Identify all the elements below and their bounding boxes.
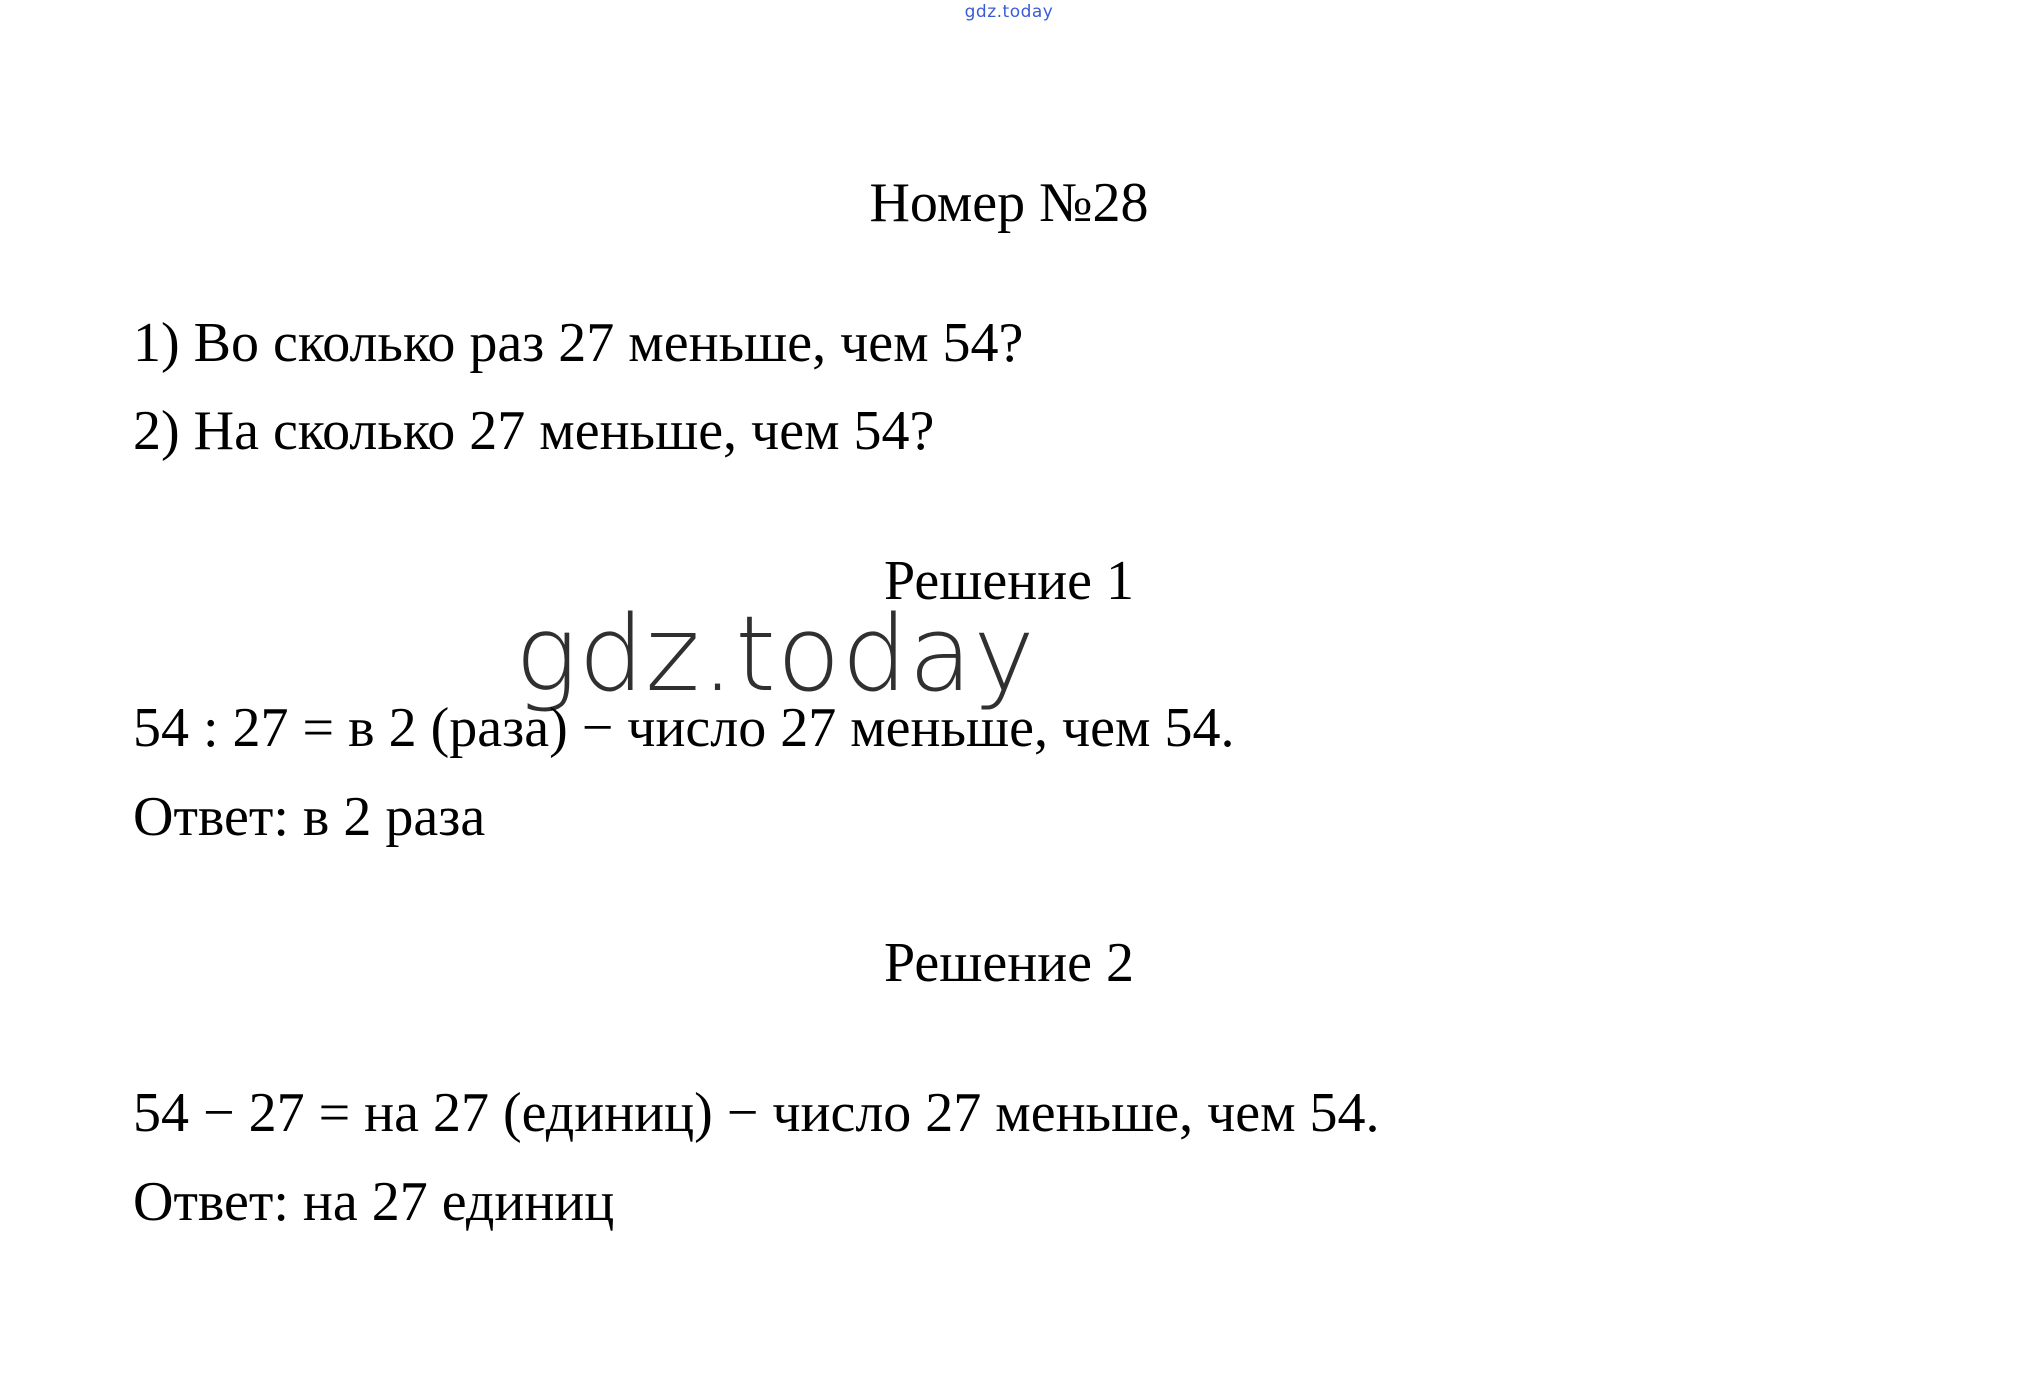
solution-1-line: 54 : 27 = в 2 (раза) − число 27 меньше, чем 54. [133,697,1235,759]
header-watermark: gdz.today [964,2,1054,22]
solution-2-title: Решение 2 [883,932,1135,994]
solution-2-line: 54 − 27 = на 27 (единиц) − число 27 меньше, чем 54. [133,1082,1380,1144]
page-title: Номер №28 [869,172,1149,234]
center-watermark: gdz.today [515,593,1036,715]
solution-1-answer: Ответ: в 2 раза [133,786,486,848]
question-2: 2) На сколько 27 меньше, чем 54? [133,400,935,462]
solution-2-answer: Ответ: на 27 единиц [133,1171,615,1233]
solution-1-title: Решение 1 [883,550,1135,612]
question-1: 1) Во сколько раз 27 меньше, чем 54? [133,312,1024,374]
